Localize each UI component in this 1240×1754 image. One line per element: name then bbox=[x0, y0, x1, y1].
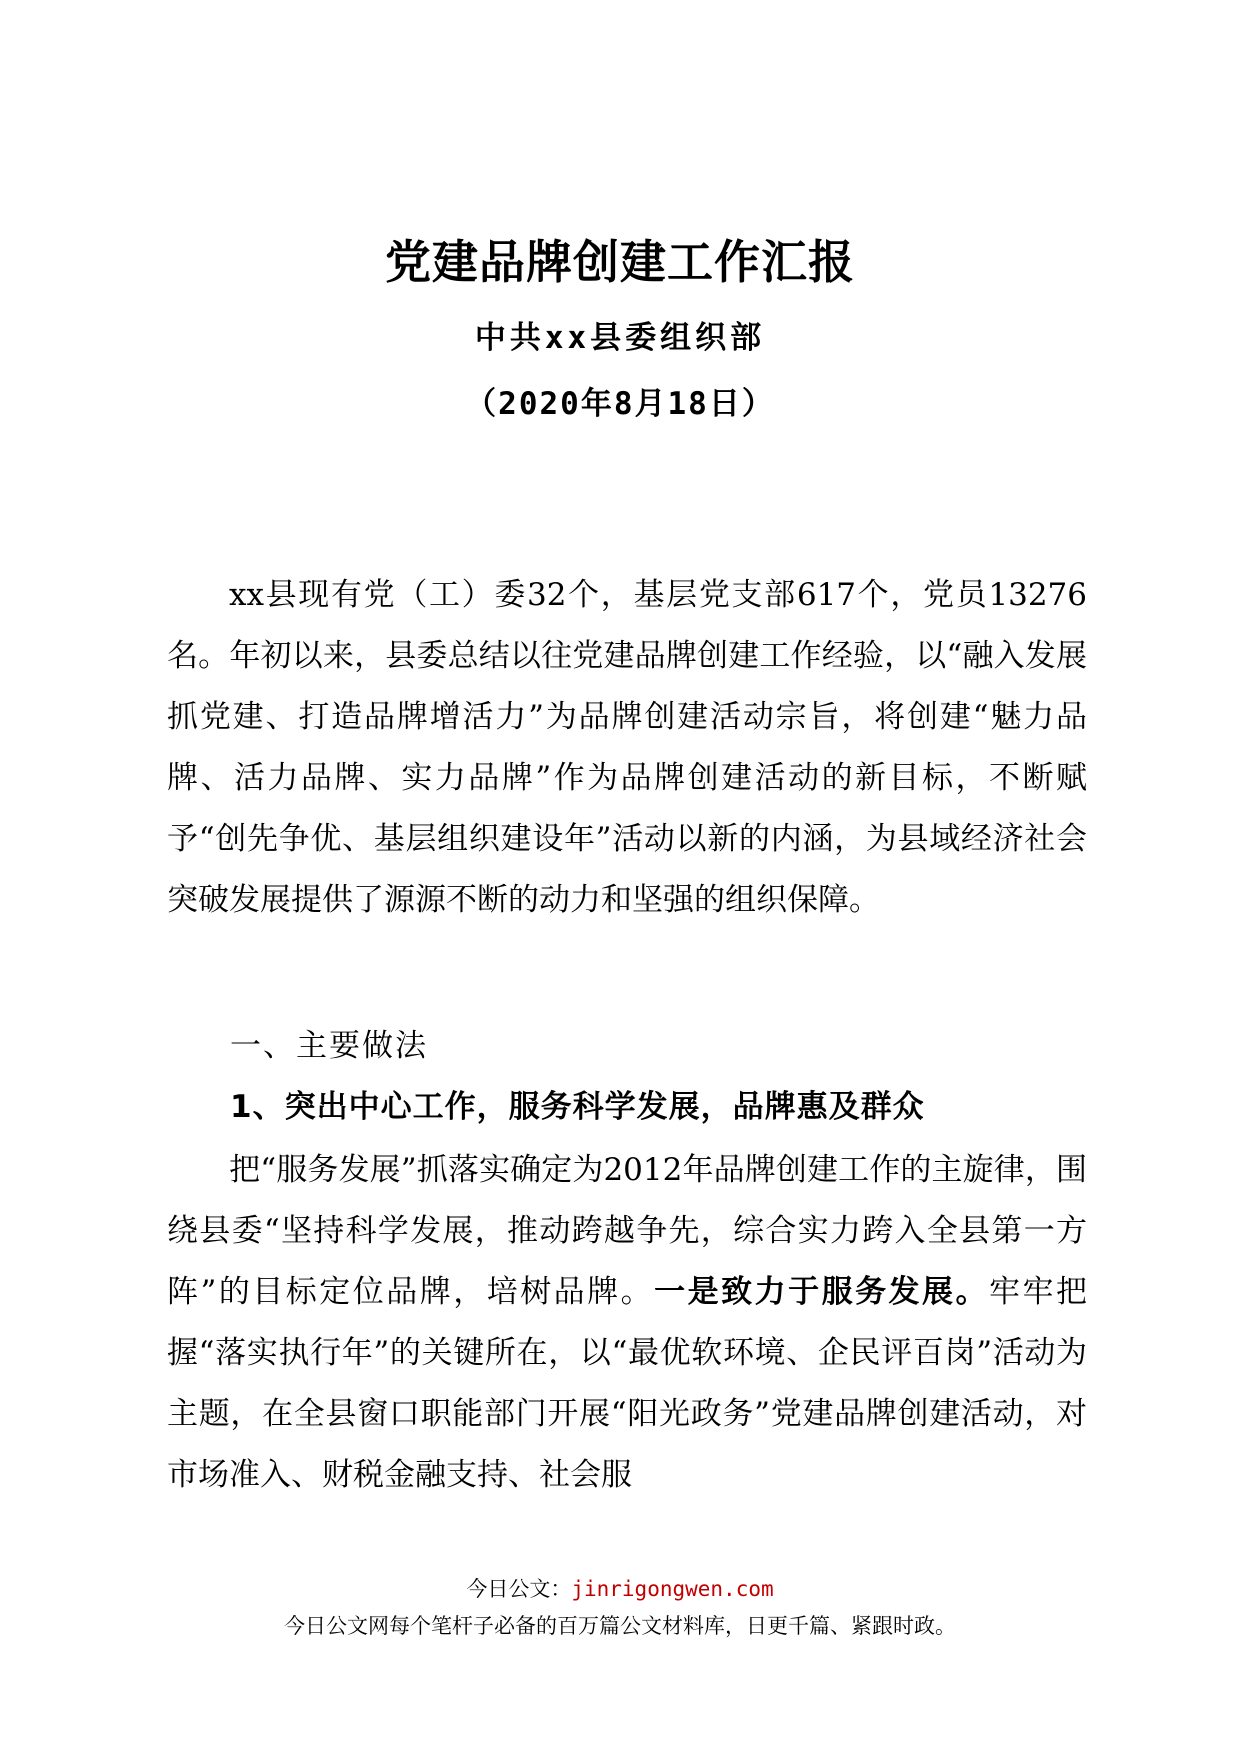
practice-text-bold: 一是致力于服务发展。 bbox=[654, 1274, 990, 1310]
document-date: （2020年8月18日） bbox=[465, 386, 775, 422]
section-heading: 一、主要做法 bbox=[230, 1028, 428, 1064]
footer-site-label: 今日公文： bbox=[466, 1577, 572, 1601]
footer-site-link[interactable]: jinrigongwen.com bbox=[571, 1577, 774, 1601]
subsection-heading: 1、突出中心工作，服务科学发展，品牌惠及群众 bbox=[230, 1089, 925, 1125]
intro-paragraph-text: xx县现有党（工）委32个，基层党支部617个，党员13276名。年初以来，县委总结以往党建品牌创建工作经验，以“融入发展抓党建、打造品牌增活力”为品牌创建活动宗旨，将创建“魅力品牌、活力品牌、实力品牌”作为品牌创建活动的新目标，不断赋予“创先争优、基层组织建设年”活动以新的内涵，为县域经济社会突破发展提供了源源不断的动力和坚强的组织保障。 bbox=[167, 577, 1087, 918]
intro-paragraph bbox=[167, 565, 1087, 931]
practice-text-after: 牢牢把握“落实执行年”的关键所在，以“最优软环境、企民评百岗”活动为主题，在全县窗口职能部门开展“阳光政务”党建品牌创建活动，对市场准入、财税金融支持、社会服 bbox=[167, 1274, 1088, 1493]
practice-paragraph bbox=[167, 1140, 1087, 1506]
footer-slogan: 今日公文网每个笔杆子必备的百万篇公文材料库，日更千篇、紧跟时政。 bbox=[284, 1614, 956, 1638]
document-organization: 中共xx县委组织部 bbox=[474, 320, 766, 356]
footer-site bbox=[0, 1573, 1240, 1603]
practice-text-before: 把“服务发展”抓落实确定为2012年品牌创建工作的主旋律，围绕县委“坚持科学发展，推动跨越争先，综合实力跨入全县第一方阵”的目标定位品牌，培树品牌。 bbox=[167, 1152, 1087, 1310]
document-title: 党建品牌创建工作汇报 bbox=[385, 235, 855, 289]
